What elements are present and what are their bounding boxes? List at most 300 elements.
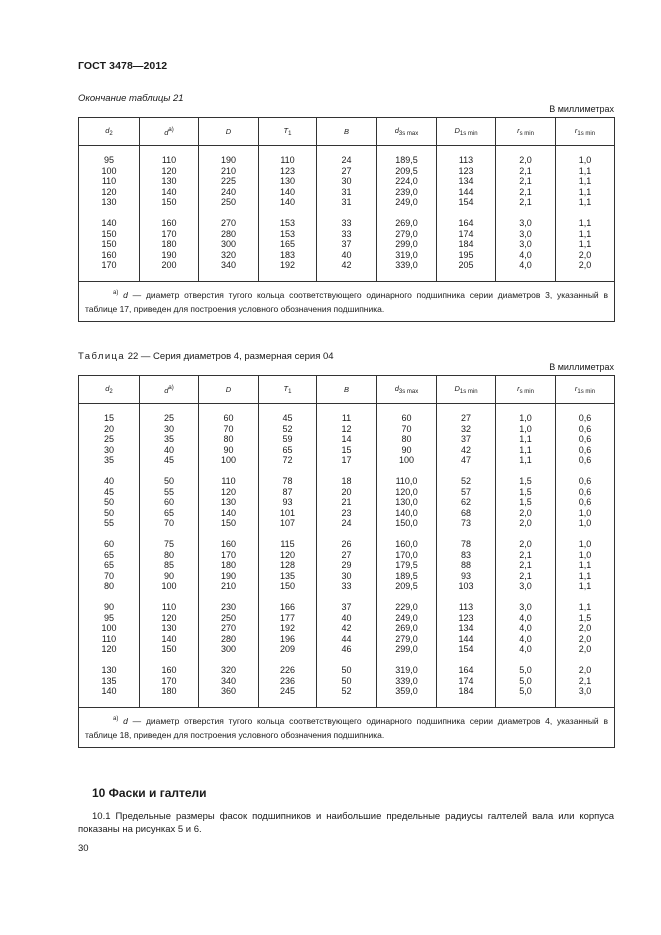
table-cell: 110 — [161, 602, 177, 612]
table-cell: 1,1 — [578, 218, 592, 228]
table-cell: 0,6 — [578, 444, 592, 455]
table-cell: 153 — [279, 228, 296, 239]
table-cell: 60 — [401, 413, 412, 423]
table-cell: 80 — [103, 581, 114, 591]
table-cell: 59 — [282, 434, 293, 444]
table-cell: 177 — [279, 612, 296, 623]
table-cell: 135 — [279, 570, 296, 581]
table-cell: 140 — [161, 633, 177, 644]
table-cell: 0,6 — [578, 413, 592, 423]
table-cell: 128 — [279, 560, 296, 570]
table-cell: 340 — [220, 260, 237, 270]
table-cell: 1,0 — [578, 155, 592, 165]
table-cell: 120 — [101, 644, 117, 654]
col-D: D — [199, 376, 259, 404]
table-cell: 113 — [458, 602, 474, 612]
table-cell: 120 — [279, 549, 296, 560]
data-column — [259, 404, 317, 708]
section-paragraph: 10.1 Предельные размеры фасок подшипников и наибольшие предельные радиусы галтелей вала или корпуса показаны на рисунках 5 и 6. — [78, 811, 614, 835]
table21-header-row — [79, 118, 615, 146]
table-cell: 95 — [103, 155, 114, 165]
table-cell: 4,0 — [519, 260, 532, 270]
table-cell: 103 — [458, 581, 474, 591]
table-cell: 226 — [279, 665, 296, 675]
table-cell: 27 — [341, 549, 352, 560]
table-cell: 60 — [223, 413, 234, 423]
table-cell: 174 — [458, 675, 474, 686]
table-cell: 150 — [101, 228, 117, 239]
table-cell: 160 — [220, 539, 237, 549]
table-cell: 164 — [458, 218, 474, 228]
table-cell: 62 — [460, 497, 471, 507]
table-cell: 189,5 — [395, 570, 418, 581]
table-cell: 1,1 — [519, 455, 532, 465]
table-cell: 174 — [458, 228, 474, 239]
table-cell: 37 — [341, 602, 352, 612]
table-cell: 192 — [279, 623, 296, 633]
table-cell: 70 — [163, 518, 174, 528]
table-cell: 130 — [101, 665, 117, 675]
table-cell: 2,0 — [519, 539, 532, 549]
table-cell: 150 — [220, 518, 237, 528]
table-cell: 1,0 — [578, 507, 592, 518]
table-cell: 110 — [101, 176, 117, 186]
table-cell: 80 — [401, 434, 412, 444]
standard-header: ГОСТ 3478—2012 — [78, 60, 168, 72]
data-column — [140, 404, 199, 708]
table-cell: 300 — [220, 644, 237, 654]
table-cell: 30 — [103, 444, 114, 455]
table-cell: 280 — [220, 228, 237, 239]
col-d2: $d_2$ — [79, 376, 140, 404]
table-cell: 110 — [101, 633, 117, 644]
table-cell: 319,0 — [395, 249, 418, 260]
table22-footnote-row — [79, 707, 615, 747]
col-D1s-min: $D_{1s min}$ — [437, 376, 496, 404]
table-cell: 210 — [220, 581, 237, 591]
table-cell: 196 — [279, 633, 296, 644]
table-cell: 4,0 — [519, 633, 532, 644]
table-cell: 57 — [460, 486, 471, 497]
table-cell: 45 — [163, 455, 174, 465]
table-cell: 55 — [163, 486, 174, 497]
col-B: B — [317, 376, 377, 404]
table-cell: 26 — [341, 539, 352, 549]
table-cell: 130 — [279, 176, 296, 186]
table-cell: 184 — [458, 686, 474, 696]
table-cell: 110,0 — [395, 476, 418, 486]
table-cell: 75 — [163, 539, 174, 549]
table-cell: 20 — [341, 486, 352, 497]
table-cell: 210 — [220, 165, 237, 176]
col-rs-min: $r_{s min}$ — [496, 376, 556, 404]
table-cell: 140,0 — [395, 507, 418, 518]
table-cell: 150,0 — [395, 518, 418, 528]
table-cell: 0,6 — [578, 497, 592, 507]
table-cell: 100 — [220, 455, 237, 465]
table-cell: 70 — [223, 423, 234, 434]
col-T1: $T_1$ — [259, 118, 317, 146]
table-cell: 45 — [282, 413, 293, 423]
table-cell: 160 — [101, 249, 117, 260]
table-cell: 4,0 — [519, 249, 532, 260]
table-cell: 21 — [341, 497, 352, 507]
table-cell: 1,1 — [578, 186, 592, 197]
table-cell: 2,1 — [519, 549, 532, 560]
table-cell: 50 — [103, 507, 114, 518]
table-cell: 113 — [458, 155, 474, 165]
table-cell: 230 — [220, 602, 237, 612]
table-cell: 240 — [220, 186, 237, 197]
table-cell: 2,0 — [578, 623, 592, 633]
table-cell: 209,5 — [395, 581, 418, 591]
table-cell: 269,0 — [395, 623, 418, 633]
table-cell: 65 — [163, 507, 174, 518]
table-cell: 269,0 — [395, 218, 418, 228]
data-column — [377, 146, 437, 282]
table-cell: 150 — [101, 239, 117, 249]
col-d: $d^{a)}$ — [140, 376, 199, 404]
table-cell: 170 — [101, 260, 117, 270]
table-cell: 2,1 — [519, 176, 532, 186]
table-cell: 47 — [460, 455, 471, 465]
table-cell: 50 — [163, 476, 174, 486]
table-cell: 5,0 — [519, 675, 532, 686]
table-cell: 50 — [103, 497, 114, 507]
table-cell: 50 — [341, 665, 352, 675]
table-cell: 170,0 — [395, 549, 418, 560]
table-cell: 40 — [163, 444, 174, 455]
table-cell: 80 — [223, 434, 234, 444]
table-cell: 239,0 — [395, 186, 418, 197]
table-cell: 29 — [341, 560, 352, 570]
table-cell: 123 — [458, 612, 474, 623]
table-cell: 130,0 — [395, 497, 418, 507]
table-cell: 195 — [458, 249, 474, 260]
data-column — [199, 146, 259, 282]
table-cell: 37 — [341, 239, 352, 249]
table-cell: 192 — [279, 260, 296, 270]
table-cell: 2,1 — [578, 675, 592, 686]
table22-units: В миллиметрах — [549, 362, 614, 372]
table-cell: 70 — [103, 570, 114, 581]
table-cell: 144 — [458, 186, 474, 197]
table-cell: 110 — [161, 155, 177, 165]
table-cell: 11 — [341, 413, 352, 423]
table-cell: 31 — [341, 197, 352, 207]
table-cell: 3,0 — [519, 602, 532, 612]
table-cell: 42 — [460, 444, 471, 455]
data-column — [259, 146, 317, 282]
table-cell: 150 — [279, 581, 296, 591]
table-cell: 3,0 — [519, 218, 532, 228]
table-cell: 40 — [103, 476, 114, 486]
table-cell: 123 — [279, 165, 296, 176]
table-cell: 110 — [280, 155, 295, 165]
table22 — [78, 375, 615, 748]
table-cell: 0,6 — [578, 486, 592, 497]
table-cell: 130 — [220, 497, 237, 507]
table-cell: 279,0 — [395, 228, 418, 239]
table-cell: 2,0 — [519, 155, 532, 165]
table-cell: 33 — [341, 581, 352, 591]
table-cell: 33 — [341, 218, 352, 228]
table-cell: 3,0 — [578, 686, 592, 696]
table-cell: 93 — [282, 497, 293, 507]
table-cell: 4,0 — [519, 644, 532, 654]
table-cell: 2,0 — [578, 644, 592, 654]
table-cell: 15 — [341, 444, 352, 455]
table-cell: 190 — [220, 570, 237, 581]
section-title: 10 Фаски и галтели — [92, 786, 207, 800]
table-cell: 12 — [341, 423, 352, 434]
table-cell: 90 — [163, 570, 174, 581]
table-cell: 140 — [220, 507, 237, 518]
table-cell: 2,0 — [578, 260, 592, 270]
col-rs-min: $r_{s min}$ — [496, 118, 556, 146]
table-cell: 3,0 — [519, 228, 532, 239]
table-cell: 360 — [220, 686, 237, 696]
table-cell: 120,0 — [395, 486, 418, 497]
table-cell: 123 — [458, 165, 474, 176]
table-cell: 115 — [280, 539, 295, 549]
table-cell: 120 — [101, 186, 117, 197]
table-cell: 35 — [103, 455, 114, 465]
table-cell: 90 — [103, 602, 114, 612]
table-cell: 30 — [163, 423, 174, 434]
table-cell: 42 — [341, 623, 352, 633]
table-cell: 68 — [460, 507, 471, 518]
table22-body — [79, 404, 615, 708]
table-cell: 27 — [460, 413, 471, 423]
table-cell: 140 — [101, 686, 117, 696]
table-cell: 140 — [101, 218, 117, 228]
table-cell: 0,6 — [578, 423, 592, 434]
table-cell: 250 — [220, 612, 237, 623]
table-cell: 180 — [161, 239, 177, 249]
table-cell: 209 — [279, 644, 296, 654]
table-cell: 65 — [103, 549, 114, 560]
table-cell: 83 — [460, 549, 471, 560]
col-d: $d^{a)}$ — [140, 118, 199, 146]
table22-header-row — [79, 376, 615, 404]
col-D: D — [199, 118, 259, 146]
data-column — [79, 146, 140, 282]
col-r1s-min: $r_{1s min}$ — [556, 376, 615, 404]
data-column — [437, 146, 496, 282]
table-cell: 299,0 — [395, 644, 418, 654]
table21-units: В миллиметрах — [549, 104, 614, 114]
data-column — [496, 146, 556, 282]
table-cell: 1,1 — [519, 434, 532, 444]
data-column — [199, 404, 259, 708]
table-cell: 5,0 — [519, 686, 532, 696]
table-cell: 33 — [341, 228, 352, 239]
table-cell: 135 — [101, 675, 117, 686]
table-cell: 3,0 — [519, 581, 532, 591]
table-cell: 150 — [161, 644, 177, 654]
table-cell: 0,6 — [578, 455, 592, 465]
table-cell: 5,0 — [519, 665, 532, 675]
table-cell: 4,0 — [519, 623, 532, 633]
data-column — [317, 404, 377, 708]
table-cell: 160 — [161, 218, 177, 228]
table-cell: 144 — [458, 633, 474, 644]
table-cell: 205 — [458, 260, 474, 270]
table-cell: 229,0 — [395, 602, 418, 612]
table-cell: 179,5 — [395, 560, 418, 570]
col-D1s-min: $D_{1s min}$ — [437, 118, 496, 146]
table-cell: 93 — [460, 570, 471, 581]
table-cell: 130 — [101, 197, 117, 207]
table-cell: 189,5 — [395, 155, 418, 165]
table-cell: 270 — [220, 218, 237, 228]
table-cell: 85 — [163, 560, 174, 570]
table22-footnote: $^{а)}$ d — диаметр отверстия тугого кольца соответствующего одинарного подшипника серии диаметров 4, указанный в таблице 18, приведен для построения условного обозначения подшипника. — [79, 707, 615, 747]
table-cell: 154 — [458, 197, 474, 207]
table-cell: 25 — [103, 434, 114, 444]
table-cell: 44 — [341, 633, 352, 644]
table-cell: 1,0 — [578, 518, 592, 528]
table-cell: 249,0 — [395, 612, 418, 623]
table-cell: 150 — [161, 197, 177, 207]
table21-body — [79, 146, 615, 282]
table-cell: 1,1 — [578, 176, 592, 186]
table-cell: 35 — [163, 434, 174, 444]
table-cell: 52 — [460, 476, 471, 486]
table-cell: 2,0 — [519, 518, 532, 528]
table-cell: 18 — [341, 476, 352, 486]
table-cell: 250 — [220, 197, 237, 207]
table-cell: 25 — [163, 413, 174, 423]
table-cell: 183 — [279, 249, 296, 260]
table-cell: 1,1 — [578, 570, 592, 581]
table-cell: 80 — [163, 549, 174, 560]
table-cell: 40 — [341, 249, 352, 260]
table-cell: 245 — [279, 686, 296, 696]
table-cell: 170 — [220, 549, 237, 560]
col-d3s-max: $d_{3s max}$ — [377, 118, 437, 146]
page-number: 30 — [78, 843, 89, 854]
data-column — [79, 404, 140, 708]
table-cell: 42 — [341, 260, 352, 270]
table-cell: 130 — [161, 623, 177, 633]
table-cell: 60 — [103, 539, 114, 549]
table-cell: 320 — [220, 665, 237, 675]
table-cell: 249,0 — [395, 197, 418, 207]
table-cell: 2,1 — [519, 570, 532, 581]
table-cell: 134 — [458, 176, 474, 186]
table-cell: 73 — [460, 518, 471, 528]
table-cell: 140 — [279, 197, 296, 207]
table-cell: 50 — [341, 675, 352, 686]
table-cell: 31 — [341, 186, 352, 197]
table-cell: 55 — [103, 518, 114, 528]
table-cell: 37 — [460, 434, 471, 444]
table-cell: 166 — [279, 602, 296, 612]
table-cell: 1,1 — [578, 228, 592, 239]
table-cell: 359,0 — [395, 686, 418, 696]
table-cell: 1,1 — [578, 239, 592, 249]
table-cell: 24 — [341, 518, 352, 528]
col-d2: $d_2$ — [79, 118, 140, 146]
data-column — [437, 404, 496, 708]
table-cell: 4,0 — [519, 612, 532, 623]
table-cell: 2,1 — [519, 186, 532, 197]
table-cell: 120 — [161, 612, 177, 623]
table-cell: 1,5 — [578, 612, 592, 623]
table-cell: 160,0 — [395, 539, 418, 549]
table-cell: 279,0 — [395, 633, 418, 644]
col-B: B — [317, 118, 377, 146]
table-cell: 120 — [161, 165, 177, 176]
table-cell: 2,0 — [578, 633, 592, 644]
table-cell: 200 — [161, 260, 177, 270]
table-cell: 164 — [458, 665, 474, 675]
table-cell: 72 — [282, 455, 293, 465]
table-cell: 140 — [161, 186, 177, 197]
table-cell: 224,0 — [395, 176, 418, 186]
table-cell: 209,5 — [395, 165, 418, 176]
data-column — [556, 146, 615, 282]
table-cell: 60 — [163, 497, 174, 507]
table-cell: 90 — [401, 444, 412, 455]
table-cell: 165 — [279, 239, 296, 249]
table-cell: 300 — [220, 239, 237, 249]
table-cell: 100 — [398, 455, 415, 465]
table-cell: 87 — [282, 486, 293, 497]
col-d3s-max: $d_{3s max}$ — [377, 376, 437, 404]
table-cell: 170 — [161, 228, 177, 239]
table-cell: 1,0 — [578, 539, 592, 549]
table-cell: 319,0 — [395, 665, 418, 675]
table-cell: 100 — [101, 165, 117, 176]
table-cell: 2,1 — [519, 165, 532, 176]
table-cell: 88 — [460, 560, 471, 570]
table-cell: 17 — [341, 455, 352, 465]
table-cell: 46 — [341, 644, 352, 654]
table-cell: 236 — [279, 675, 296, 686]
table-cell: 40 — [341, 612, 352, 623]
table-cell: 14 — [341, 434, 352, 444]
table-cell: 32 — [460, 423, 471, 434]
table-cell: 270 — [220, 623, 237, 633]
table-cell: 2,0 — [519, 507, 532, 518]
table-cell: 2,1 — [519, 197, 532, 207]
table-cell: 24 — [341, 155, 352, 165]
data-column — [496, 404, 556, 708]
table-cell: 1,5 — [519, 497, 532, 507]
table-cell: 180 — [161, 686, 177, 696]
table21-caption: Окончание таблицы 21 — [78, 93, 184, 104]
table-cell: 120 — [220, 486, 237, 497]
table-cell: 340 — [220, 675, 237, 686]
table-cell: 110 — [221, 476, 236, 486]
col-r1s-min: $r_{1s min}$ — [556, 118, 615, 146]
table-cell: 1,5 — [519, 476, 532, 486]
data-column — [377, 404, 437, 708]
table-cell: 3,0 — [519, 239, 532, 249]
table-cell: 1,0 — [519, 423, 532, 434]
table-cell: 27 — [341, 165, 352, 176]
table-cell: 1,1 — [578, 165, 592, 176]
table-cell: 1,0 — [519, 413, 532, 423]
table-cell: 95 — [103, 612, 114, 623]
table22-caption: Таблица 22 — Серия диаметров 4, размерная серия 04 — [78, 351, 334, 362]
table-cell: 23 — [341, 507, 352, 518]
table21-footnote-row — [79, 281, 615, 321]
table-cell: 190 — [220, 155, 237, 165]
